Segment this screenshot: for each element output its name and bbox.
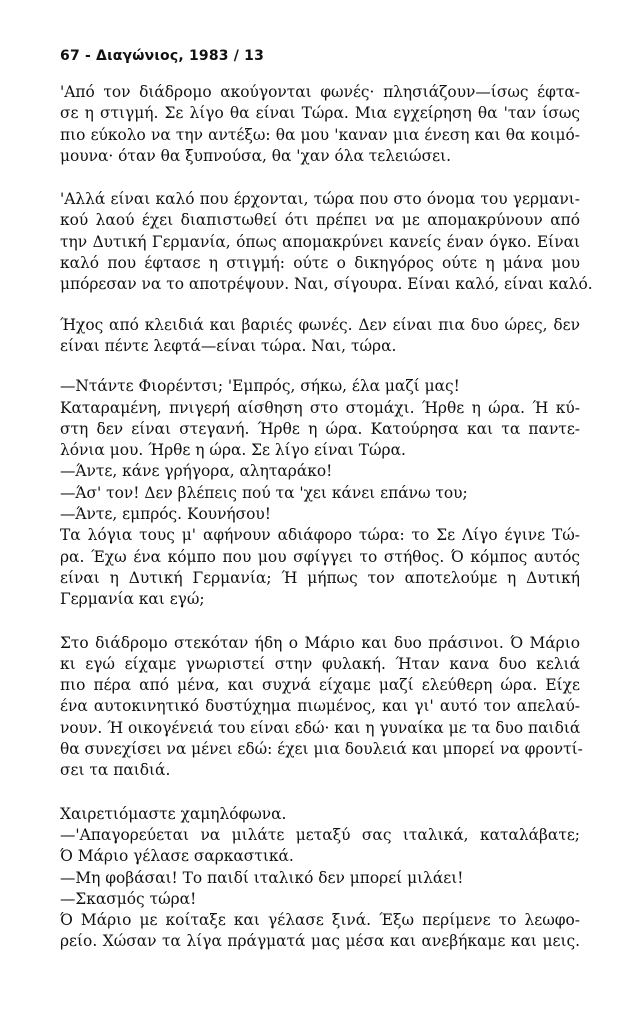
text-line: ένα αυτοκινητικό δυστύχημα πιωμένος, και γι' αυτό τον απελαύ- bbox=[60, 697, 580, 716]
text-line: νουν. Ή οικογένειά του είναι εδώ· και η γυναίκα με τα δυο παιδιά bbox=[60, 718, 581, 737]
text-line: Στο διάδρομο στεκόταν ήδη ο Μάριο και δυο πράσινοι. Ό Μάριο bbox=[60, 633, 580, 652]
text-line: την Δυτική Γερμανία, όπως απομακρύνει κανείς έναν όγκο. Είναι bbox=[60, 232, 580, 251]
text-line: ρα. Έχω ένα κόμπο που μου σφίγγει το στήθος. Ό κόμπος αυτός bbox=[60, 547, 580, 566]
text-line: σει τα παιδιά. bbox=[60, 761, 171, 780]
text-line: μπόρεσαν να το αποτρέψουν. Ναι, σίγουρα. Είναι καλό, είναι καλό. bbox=[60, 275, 593, 294]
paragraph bbox=[60, 376, 580, 610]
text-line: καλό που έφτασε η στιγμή: ούτε ο δικηγόρος ούτε η μάνα μου bbox=[60, 254, 580, 273]
text-line: πιο πέρα από μένα, και συχνά είχαμε μαζί ελεύθερη ώρα. Είχε bbox=[60, 676, 580, 695]
text-line: Ό Μάριο γέλασε σαρκαστικά. bbox=[60, 847, 294, 866]
text-line: Τα λόγια τους μ' αφήνουν αδιάφορο τώρα: το Σε Λίγο έγινε Τώ- bbox=[60, 526, 580, 545]
text-line: —Ντάντε Φιορέντσι; 'Εμπρός, σήκω, έλα μαζί μας! bbox=[60, 377, 460, 396]
text-line: κού λαού έχει διαπιστωθεί ότι πρέπει να με απομακρύνουν από bbox=[60, 211, 580, 230]
text-line: είναι πέντε λεφτά—είναι τώρα. Ναι, τώρα. bbox=[60, 336, 397, 355]
text-line: μουνα· όταν θα ξυπνούσα, θα 'χαν όλα τελειώσει. bbox=[60, 146, 452, 165]
text-line: Γερμανία και εγώ; bbox=[60, 590, 205, 609]
paragraph bbox=[60, 315, 580, 358]
text-line: 'Αλλά είναι καλό που έρχονται, τώρα που στο όνομα του γερμανι- bbox=[60, 190, 580, 209]
paragraph bbox=[60, 633, 583, 782]
text-line: —Άντε, κάνε γρήγορα, αληταράκο! bbox=[60, 462, 333, 481]
text-line: 'Από τον διάδρομο ακούγονται φωνές· πλησιάζουν—ίσως έφτα- bbox=[60, 83, 580, 101]
text-line: σε η στιγμή. Σε λίγο θα είναι Τώρα. Μια εγχείρηση θα 'ταν ίσως bbox=[60, 104, 580, 123]
text-line: —'Απαγορεύεται να μιλάτε μεταξύ σας ιταλικά, καταλάβατε; bbox=[60, 825, 580, 844]
text-line: λόνια μου. Ήρθε η ώρα. Σε λίγο είναι Τώρα. bbox=[60, 441, 406, 460]
text-line: κι εγώ είχαμε γνωριστεί στην φυλακή. Ήταν κανα δυο κελιά bbox=[60, 654, 580, 673]
text-line: Χαιρετιόμαστε χαμηλόφωνα. bbox=[60, 804, 287, 823]
text-line: —Άντε, εμπρός. Κουνήσου! bbox=[60, 505, 271, 524]
text-line: —Σκασμός τώρα! bbox=[60, 889, 197, 908]
paragraph bbox=[60, 804, 580, 953]
text-line: Ήχος από κλειδιά και βαριές φωνές. Δεν είναι πια δυο ώρες, δεν bbox=[60, 315, 580, 334]
paragraph bbox=[60, 189, 593, 295]
text-line: στη δεν είναι στεγανή. Ήρθε η ώρα. Κατούρησα και τα παντε- bbox=[60, 419, 580, 438]
page-header: 67 - Διαγώνιος, 1983 / 13 bbox=[60, 48, 265, 64]
paragraph bbox=[60, 82, 580, 167]
text-line: —Μη φοβάσαι! Το παιδί ιταλικό δεν μπορεί μιλάει! bbox=[60, 868, 464, 887]
text-line: θα συνεχίσει να μένει εδώ: έχει μια δουλειά και μπορεί να φροντί- bbox=[60, 740, 583, 759]
text-line: ρείο. Χώσαν τα λίγα πράγματά μας μέσα και ανεβήκαμε και μεις. bbox=[60, 932, 580, 951]
body-text bbox=[60, 82, 593, 953]
text-line: Ό Μάριο με κοίταξε και γέλασε ξινά. Έξω περίμενε το λεωφο- bbox=[60, 911, 580, 930]
text-line: πιο εύκολο να την αντέξω: θα μου 'καναν μια ένεση και θα κοιμό- bbox=[60, 125, 580, 144]
text-line: —Άσ' τον! Δεν βλέπεις πού τα 'χει κάνει επάνω του; bbox=[60, 483, 468, 502]
text-line: Καταραμένη, πνιγερή αίσθηση στο στομάχι. Ήρθε η ώρα. Ή κύ- bbox=[60, 398, 580, 417]
text-line: είναι η Δυτική Γερμανία; Ή μήπως τον αποτελούμε η Δυτική bbox=[60, 568, 580, 587]
